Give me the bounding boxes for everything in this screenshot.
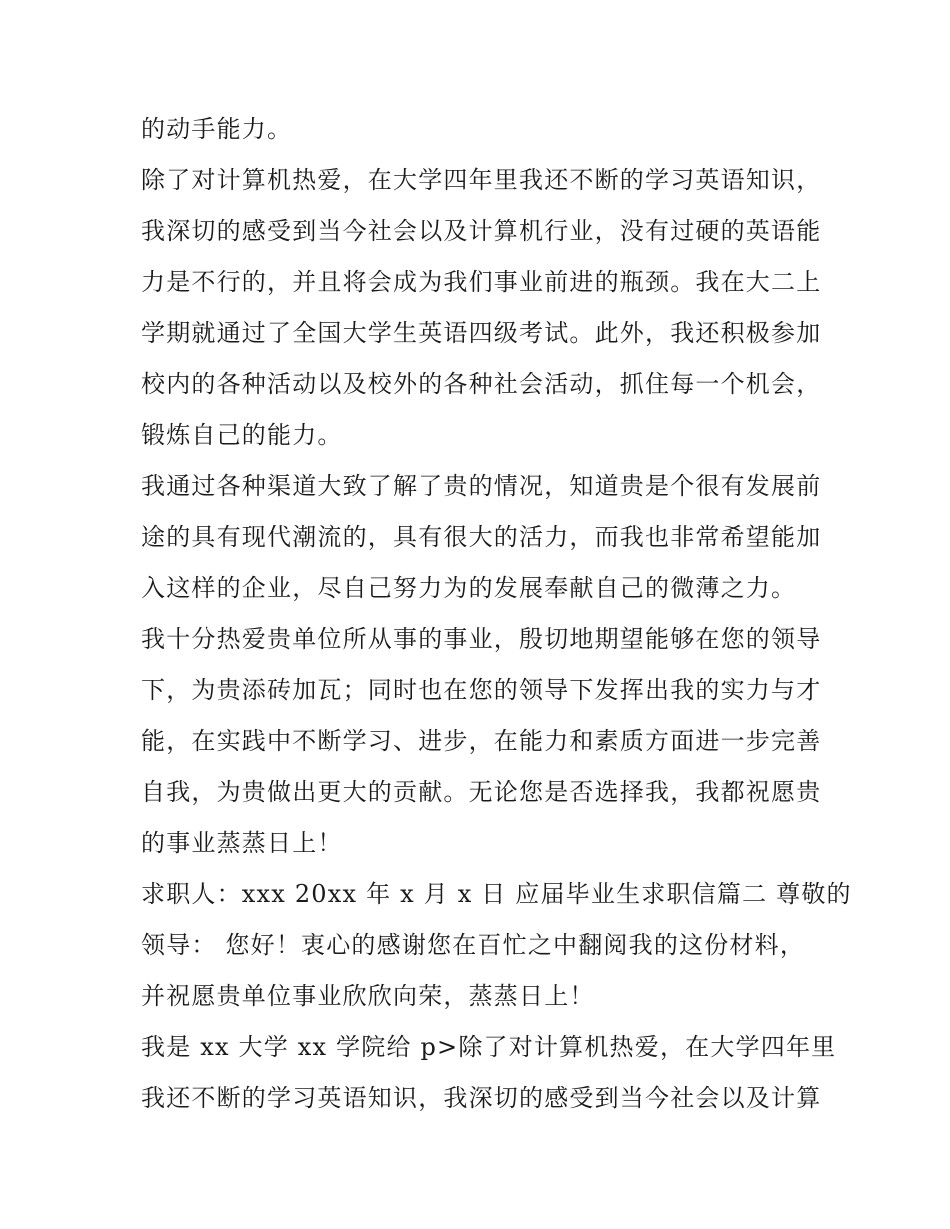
text-line: 力是不行的，并且将会成为我们事业前进的瓶颈。我在大二上	[141, 268, 822, 296]
text-line: 求职人：xxx 20xx 年 x 月 x 日 应届毕业生求职信篇二 尊敬的	[141, 880, 852, 908]
text-line: 我通过各种渠道大致了解了贵的情况，知道贵是个很有发展前	[141, 472, 822, 500]
text-line: 的动手能力。	[141, 115, 293, 143]
text-line: 途的具有现代潮流的，具有很大的活力，而我也非常希望能加	[141, 523, 822, 551]
text-line: 锻炼自己的能力。	[141, 421, 343, 449]
text-line: 我深切的感受到当今社会以及计算机行业，没有过硬的英语能	[141, 217, 822, 245]
text-line: 我还不断的学习英语知识，我深切的感受到当今社会以及计算	[141, 1084, 822, 1112]
text-line: 校内的各种活动以及校外的各种社会活动，抓住每一个机会，	[141, 370, 822, 398]
text-line: 的事业蒸蒸日上！	[141, 829, 343, 857]
text-line: 并祝愿贵单位事业欣欣向荣，蒸蒸日上！	[141, 982, 595, 1010]
text-line: 我十分热爱贵单位所从事的事业，殷切地期望能够在您的领导	[141, 625, 822, 653]
text-line: 除了对计算机热爱，在大学四年里我还不断的学习英语知识，	[141, 166, 822, 194]
text-line: 学期就通过了全国大学生英语四级考试。此外，我还积极参加	[141, 319, 822, 347]
text-line: 领导： 您好！衷心的感谢您在百忙之中翻阅我的这份材料，	[141, 931, 806, 959]
text-line: 我是 xx 大学 xx 学院给 p>除了对计算机热爱，在大学四年里	[141, 1033, 837, 1061]
text-line: 自我，为贵做出更大的贡献。无论您是否选择我，我都祝愿贵	[141, 778, 822, 806]
text-line: 能，在实践中不断学习、进步，在能力和素质方面进一步完善	[141, 727, 822, 755]
text-line: 入这样的企业，尽自己努力为的发展奉献自己的微薄之力。	[141, 574, 797, 602]
text-line: 下，为贵添砖加瓦；同时也在您的领导下发挥出我的实力与才	[141, 676, 822, 704]
